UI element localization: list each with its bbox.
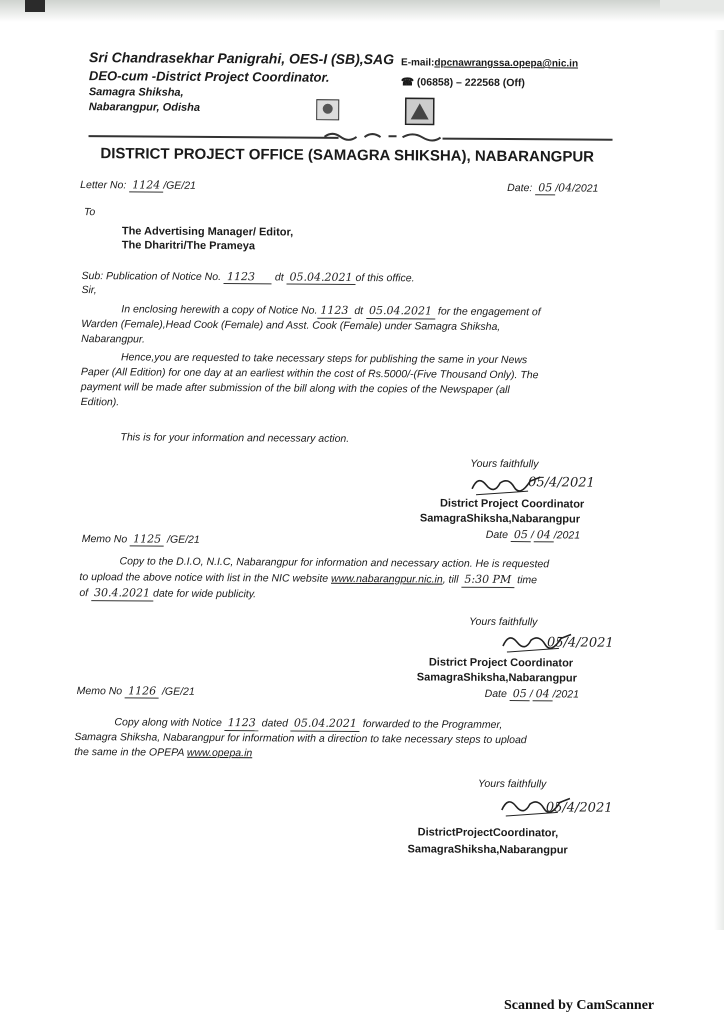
letter-date-label: Date: (507, 182, 533, 195)
memo1-line-2a: to upload the above notice with list in the NIC website (79, 571, 329, 585)
sig1-date: Date 05 / 04 /2021 (485, 528, 581, 542)
memo2-suffix: /GE/21 (161, 685, 195, 698)
memo1-suffix: /GE/21 (167, 533, 200, 546)
memo1-line-3b: date for wide publicity. (152, 587, 257, 601)
memo1-line-2b: , till (442, 573, 459, 586)
p1-date: 05.04.2021 (366, 303, 435, 319)
sig2-date: Date 05 / 04 /2021 (484, 687, 580, 701)
sig1-date-month: 04 (534, 528, 554, 542)
letter-date-day: 05 (535, 181, 555, 195)
subject-date: 05.04.2021 (287, 270, 356, 284)
p2-line-3: payment will be made after submission of the bill along with the copies of the Newspaper (all (80, 381, 510, 397)
paragraph-1 (81, 301, 601, 351)
memo1-line-1: Copy to the D.I.O, N.I.C, Nabarangpur for information and necessary action. He is requested (119, 555, 550, 571)
memo1-label: Memo No (81, 533, 128, 546)
letter-date-year: /2021 (572, 182, 599, 195)
sig1-yours-faithfully: Yours faithfully (470, 457, 539, 471)
p1-text-c: Warden (Female),Head Cook (Female) and Asst. Cook (Female) under Samagra Shiksha, (81, 318, 501, 333)
email-address[interactable]: dpcnawrangssa.opepa@nic.in (434, 57, 579, 70)
addressee-line-2: The Dharitri/The Prameya (121, 239, 256, 253)
memo1-no-value: 1125 (130, 532, 164, 546)
letter-no-value: 1124 (129, 178, 163, 192)
email-block (401, 57, 578, 69)
office-title: DISTRICT PROJECT OFFICE (SAMAGRA SHIKSHA), NABARANGPUR (100, 145, 595, 166)
memo2-line-3a: the same in the OPEPA (74, 746, 185, 759)
subject-suffix: of this office. (355, 271, 415, 285)
paragraph-3: This is for your information and necessary action. (120, 431, 350, 445)
sig1-date-year: /2021 (553, 529, 581, 542)
p2-line-2: Paper (All Edition) for one day at an earliest within the cost of Rs.5000/-(Five Thousand Only). The (80, 366, 539, 382)
nic-website-link[interactable]: www.nabarangpur.nic.in (330, 572, 443, 586)
salutation: Sir, (81, 284, 97, 297)
odia-script-mark (323, 131, 443, 142)
memo2-line-1c: forwarded to the Programmer, (362, 718, 503, 731)
p1-text-b: for the engagement of (437, 305, 541, 319)
memo2-date: 05.04.2021 (291, 716, 360, 732)
sig1-title: District Project Coordinator (439, 497, 585, 511)
memo2-body (74, 714, 609, 764)
phone-block (401, 76, 525, 89)
sig3-title: DistrictProjectCoordinator, (417, 826, 559, 840)
sig1-org: SamagraShiksha,Nabarangpur (419, 512, 581, 526)
samagra-logo-icon (403, 95, 437, 127)
sig3-yours-faithfully: Yours faithfully (477, 777, 547, 791)
sig2-date-year: /2021 (552, 688, 580, 701)
sig1-handwritten-date: 05/4/2021 (528, 475, 595, 491)
sig3-handwritten-date: 05/4/2021 (545, 800, 613, 816)
sig2-date-label: Date (484, 687, 507, 701)
memo1-number (82, 532, 200, 547)
letter-no-suffix: /GE/21 (163, 179, 196, 192)
subject-prefix: Sub: Publication of Notice No. (81, 270, 222, 284)
camscanner-watermark: Scanned by CamScanner (504, 998, 655, 1013)
p1-dt: dt (354, 304, 364, 318)
subject-dt: dt (274, 271, 284, 284)
org-place: Nabarangpur, Odisha (88, 101, 201, 114)
sig2-date-month: 04 (533, 687, 553, 701)
memo2-line-2: Samagra Shiksha, Nabarangpur for information with a direction to take necessary steps to upload (74, 731, 527, 747)
email-label: E-mail: (401, 57, 435, 69)
phone-number: (06858) – 222568 (Off) (416, 76, 525, 90)
p1-text-a: In enclosing herewith a copy of Notice No. (121, 303, 318, 317)
memo2-label: Memo No (76, 685, 123, 698)
letter-no-label: Letter No: (80, 179, 127, 192)
header-rule-right (443, 138, 613, 141)
paragraph-2 (81, 350, 611, 414)
sig2-yours-faithfully: Yours faithfully (469, 615, 538, 629)
opepa-website-link[interactable]: www.opepa.in (186, 746, 253, 760)
phone-icon: ☎ (400, 76, 415, 89)
to-label: To (83, 206, 96, 219)
sig1-date-label: Date (485, 528, 508, 542)
memo1-time: 5:30 PM (461, 572, 514, 588)
header-rule-left (89, 135, 339, 139)
addressee-line-1: The Advertising Manager/ Editor, (121, 225, 294, 239)
sig2-org: SamagraShiksha,Nabarangpur (416, 671, 577, 685)
memo1-till-date: 30.4.2021 (91, 585, 153, 601)
subject-notice-no: 1123 (224, 270, 272, 284)
memo2-notice-no: 1123 (225, 715, 259, 731)
org-name: Samagra Shiksha, (88, 86, 184, 99)
sig2-handwritten-date: 05/4/2021 (546, 635, 614, 651)
designation: DEO-cum -District Project Coordinator. (88, 68, 330, 85)
sig1-date-day: 05 (511, 528, 531, 542)
subject-line (82, 269, 415, 285)
p2-line-1: Hence,you are requested to take necessary steps for publishing the same in your News (120, 351, 528, 367)
memo1-body (79, 554, 614, 605)
memo2-line-1a: Copy along with Notice (114, 716, 222, 730)
letter-date-month: 04 (558, 181, 573, 195)
memo2-number (77, 684, 195, 699)
memo2-no-value: 1126 (125, 684, 159, 698)
p2-line-4: Edition). (80, 396, 120, 409)
p1-notice-no: 1123 (317, 303, 351, 319)
letter-number (80, 178, 196, 193)
sig3-org: SamagraShiksha,Nabarangpur (407, 843, 568, 857)
memo1-line-3a: of (79, 587, 89, 600)
memo2-line-1b: dated (261, 717, 288, 730)
letter-date: Date: 05 /04/2021 (507, 181, 599, 195)
sig2-title: District Project Coordinator (428, 656, 574, 670)
sig2-date-day: 05 (510, 687, 530, 701)
p1-text-d: Nabarangpur. (81, 333, 145, 346)
officer-name: Sri Chandrasekhar Panigrahi, OES-I (SB),SAG (89, 49, 395, 68)
memo1-line-2c: time (517, 574, 538, 587)
odisha-emblem-icon (313, 96, 343, 124)
